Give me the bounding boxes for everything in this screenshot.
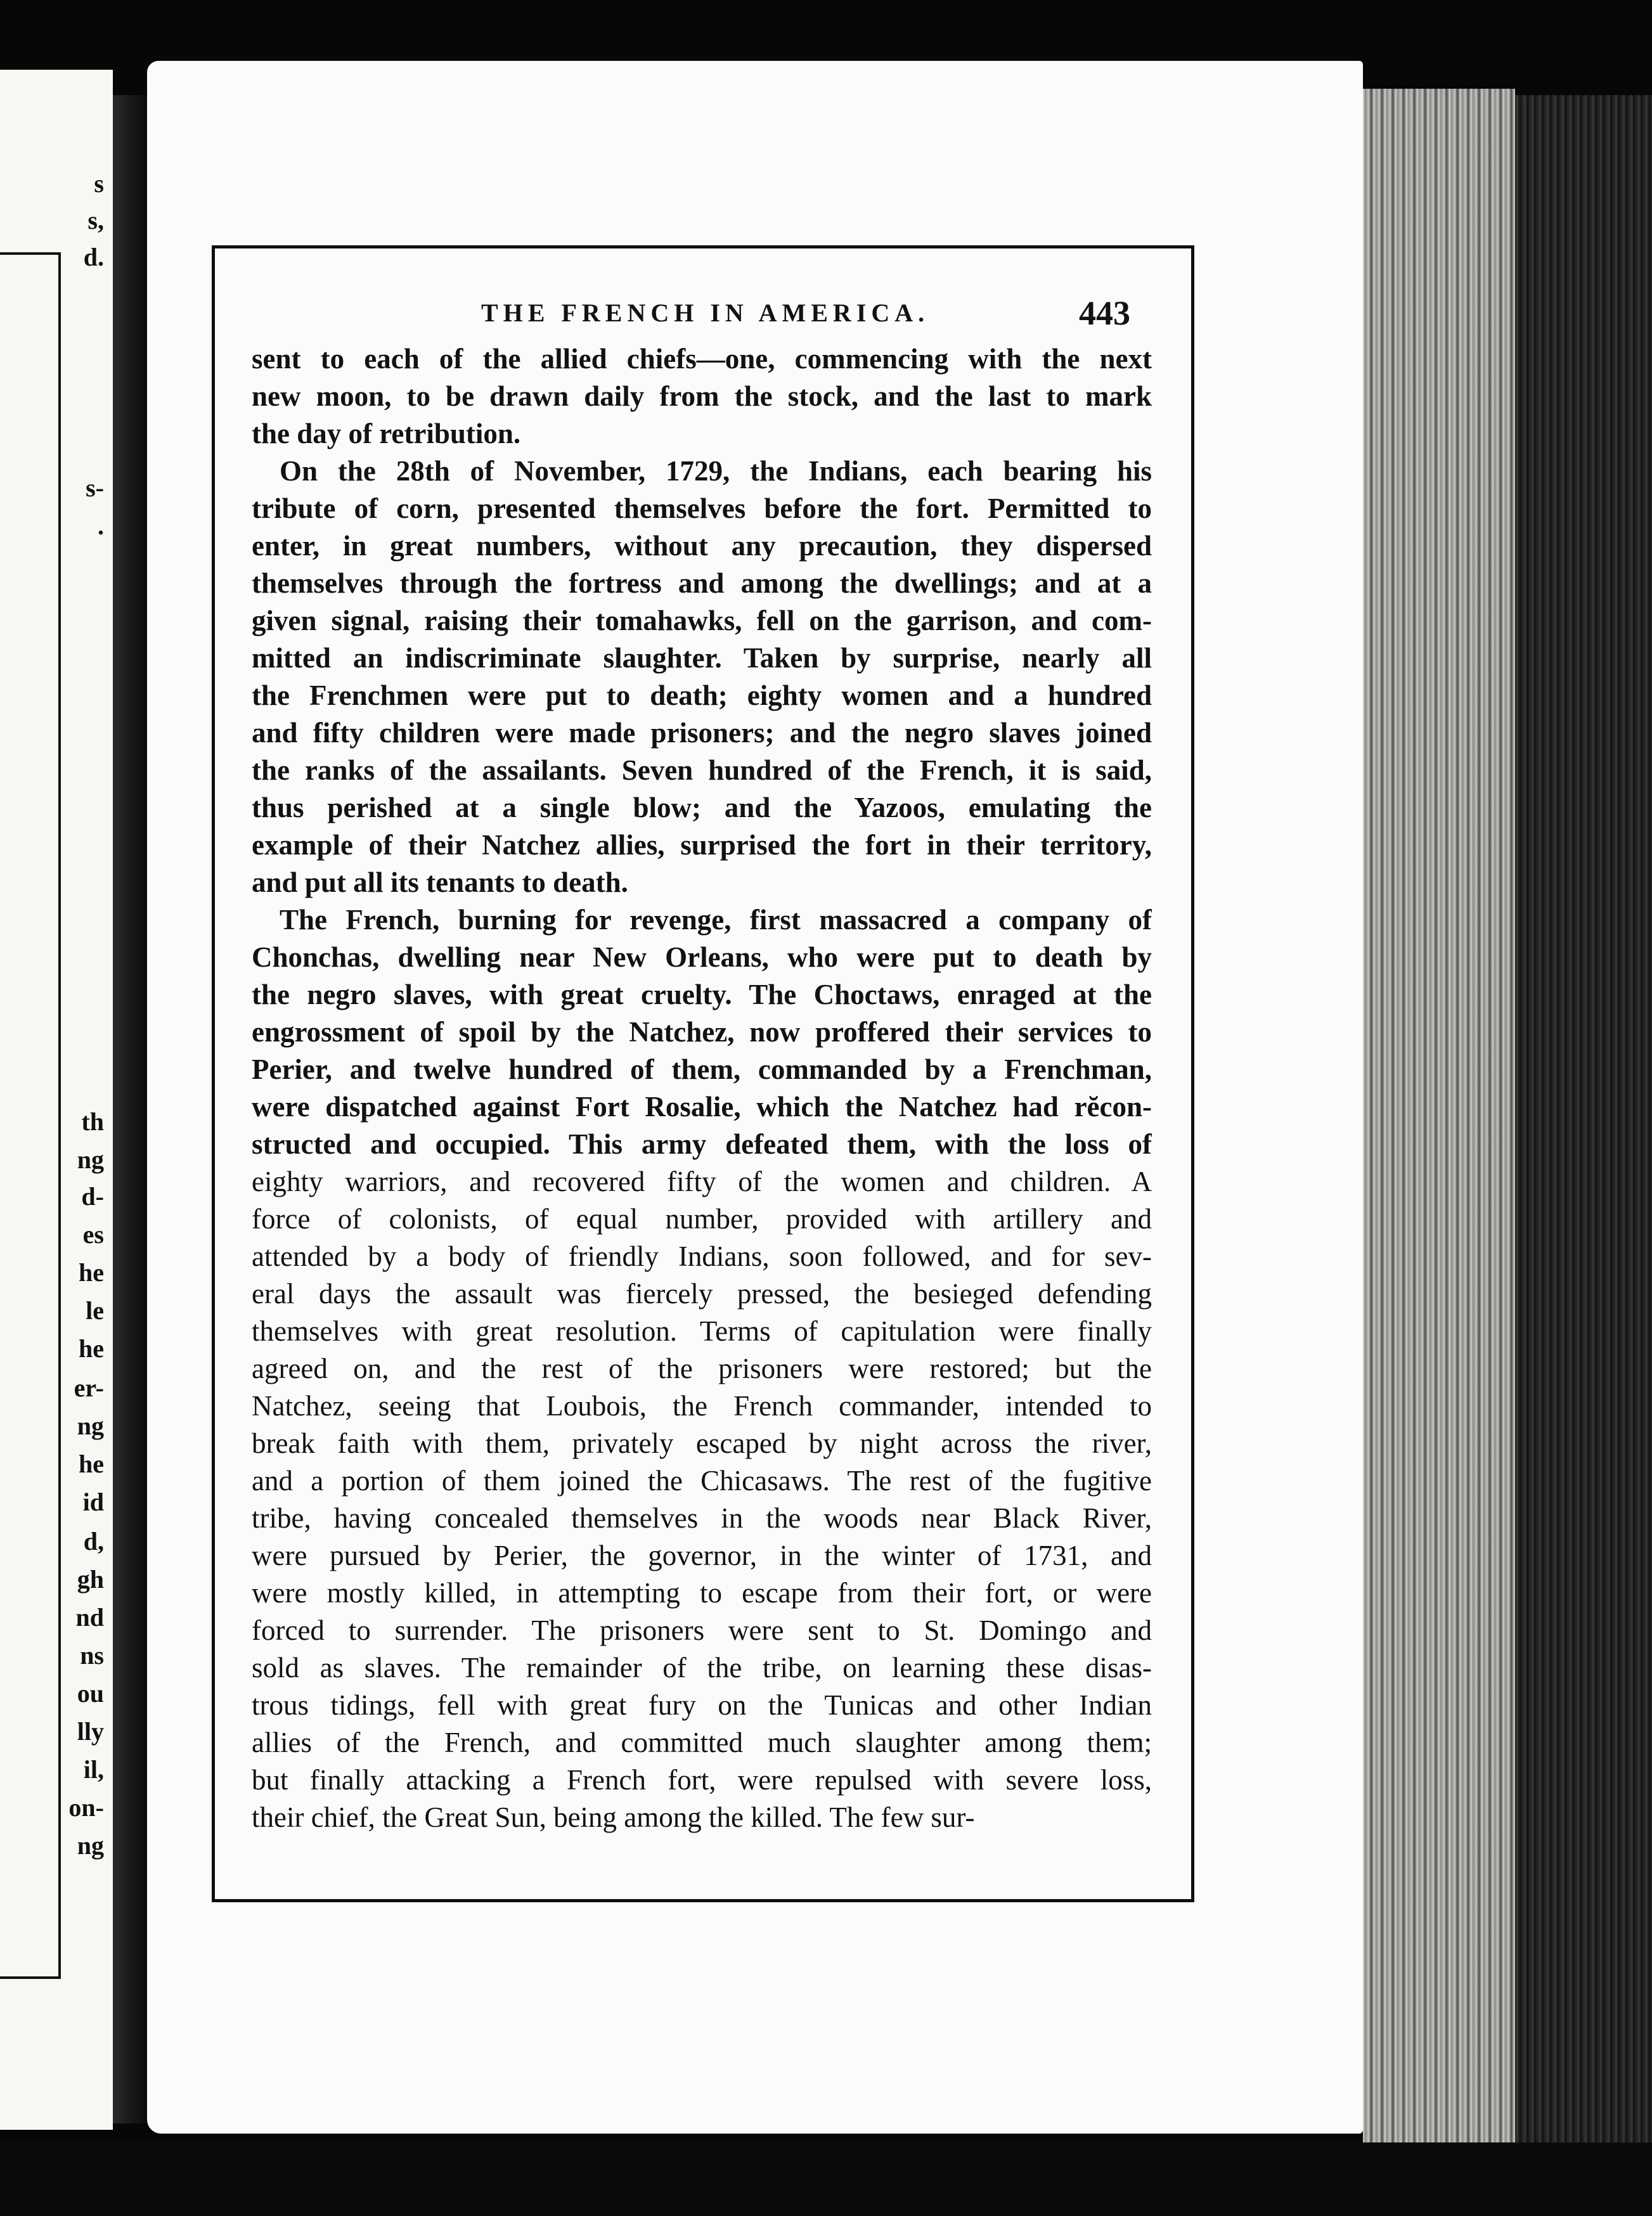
text-line: sent to each of the allied chiefs—one, commencing with the next <box>252 343 1152 375</box>
text-line: eral days the assault was fiercely pressed, the besieged defending <box>252 1278 1152 1310</box>
left-page-fragment: he <box>79 1450 104 1478</box>
left-page-fragment: le <box>86 1296 104 1325</box>
left-page-fragment: s, <box>87 206 104 235</box>
text-line: themselves with great resolution. Terms of capitulation were finally <box>252 1315 1152 1347</box>
text-line: given signal, raising their tomahawks, fell on the garrison, and com- <box>252 605 1152 636</box>
text-line: Perier, and twelve hundred of them, commanded by a Frenchman, <box>252 1053 1152 1085</box>
text-line: themselves through the fortress and among the dwellings; and at a <box>252 567 1152 599</box>
left-page-fragment: he <box>79 1258 104 1287</box>
text-line: but finally attacking a French fort, were repulsed with severe loss, <box>252 1764 1152 1796</box>
left-page-fragment: ns <box>80 1641 104 1670</box>
text-line: were mostly killed, in attempting to escape from their fort, or were <box>252 1577 1152 1609</box>
book-cover-edge <box>1515 95 1652 2187</box>
running-title: THE FRENCH IN AMERICA. <box>481 299 930 327</box>
text-line: engrossment of spoil by the Natchez, now proffered their services to <box>252 1016 1152 1048</box>
left-page-fragment: he <box>79 1334 104 1363</box>
left-page-fragment: s- <box>86 473 104 502</box>
text-line: and a portion of them joined the Chicasaws. The rest of the fugitive <box>252 1465 1152 1497</box>
text-line: Chonchas, dwelling near New Orleans, who were put to death by <box>252 941 1152 973</box>
print-frame <box>212 245 1194 1902</box>
left-page-fragment: ng <box>77 1831 104 1860</box>
left-page-fragment: s <box>94 169 104 198</box>
left-page-fragment: nd <box>75 1603 104 1632</box>
text-line: tribe, having concealed themselves in the woods near Black River, <box>252 1502 1152 1534</box>
text-line: trous tidings, fell with great fury on the Tunicas and other Indian <box>252 1689 1152 1721</box>
left-page-fragment: lly <box>77 1717 104 1746</box>
text-line: attended by a body of friendly Indians, soon followed, and for sev- <box>252 1240 1152 1272</box>
text-line: and fifty children were made prisoners; and the negro slaves joined <box>252 717 1152 749</box>
left-page-fragment: ng <box>77 1412 104 1440</box>
left-page-frame <box>0 252 61 1979</box>
text-line: forced to surrender. The prisoners were sent to St. Domingo and <box>252 1614 1152 1646</box>
left-page-fragment: er- <box>74 1374 104 1402</box>
text-line: agreed on, and the rest of the prisoners were restored; but the <box>252 1353 1152 1384</box>
left-page-fragment: ng <box>77 1145 104 1174</box>
page-number: 443 <box>1079 294 1130 332</box>
left-page-fragment: th <box>81 1107 104 1136</box>
running-head <box>215 294 1191 332</box>
left-page-fragment: d, <box>83 1527 104 1556</box>
body-text <box>252 340 1152 1836</box>
text-line: were dispatched against Fort Rosalie, which the Natchez had rĕcon- <box>252 1091 1152 1123</box>
left-page-fragment: . <box>98 512 104 540</box>
text-line: the Frenchmen were put to death; eighty women and a hundred <box>252 680 1152 711</box>
left-page-fragment: on- <box>68 1793 104 1822</box>
text-line: The French, burning for revenge, first massacred a company of <box>280 904 1152 936</box>
left-page-fragment: d. <box>83 243 104 271</box>
text-line: Natchez, seeing that Loubois, the French commander, intended to <box>252 1390 1152 1422</box>
left-page-fragment: gh <box>77 1565 104 1594</box>
text-line: On the 28th of November, 1729, the Indians, each bearing his <box>280 455 1152 487</box>
left-page-text-fragments <box>53 70 104 2130</box>
text-line: tribute of corn, presented themselves before the fort. Permitted to <box>252 493 1152 524</box>
text-line: enter, in great numbers, without any precaution, they dispersed <box>252 530 1152 562</box>
text-line: allies of the French, and committed much slaughter among them; <box>252 1727 1152 1758</box>
text-line: the day of retribution. <box>252 418 521 449</box>
text-line: new moon, to be drawn daily from the stock, and the last to mark <box>252 380 1152 412</box>
text-line: the ranks of the assailants. Seven hundred of the French, it is said, <box>252 754 1152 786</box>
left-page-fragment: d- <box>81 1182 104 1211</box>
text-line: sold as slaves. The remainder of the tribe, on learning these disas- <box>252 1652 1152 1684</box>
text-line: eighty warriors, and recovered fifty of the women and children. A <box>252 1166 1152 1197</box>
left-page <box>0 70 113 2130</box>
text-line: force of colonists, of equal number, provided with artillery and <box>252 1203 1152 1235</box>
left-page-fragment: il, <box>83 1755 104 1784</box>
page-edges <box>1363 89 1515 2142</box>
text-line: the negro slaves, with great cruelty. The Choctaws, enraged at the <box>252 979 1152 1010</box>
text-line: and put all its tenants to death. <box>252 866 628 898</box>
left-page-fragment: ou <box>77 1679 104 1708</box>
text-line: thus perished at a single blow; and the Yazoos, emulating the <box>252 792 1152 823</box>
text-line: break faith with them, privately escaped by night across the river, <box>252 1427 1152 1459</box>
background-shadow <box>0 2142 1652 2216</box>
text-line: their chief, the Great Sun, being among the killed. The few sur- <box>252 1801 975 1833</box>
text-line: were pursued by Perier, the governor, in the winter of 1731, and <box>252 1540 1152 1571</box>
text-line: mitted an indiscriminate slaughter. Taken by surprise, nearly all <box>252 642 1152 674</box>
left-page-fragment: id <box>82 1488 104 1516</box>
left-page-fragment: es <box>82 1220 104 1249</box>
text-line: structed and occupied. This army defeated them, with the loss of <box>252 1128 1152 1160</box>
text-line: example of their Natchez allies, surprised the fort in their territory, <box>252 829 1152 861</box>
